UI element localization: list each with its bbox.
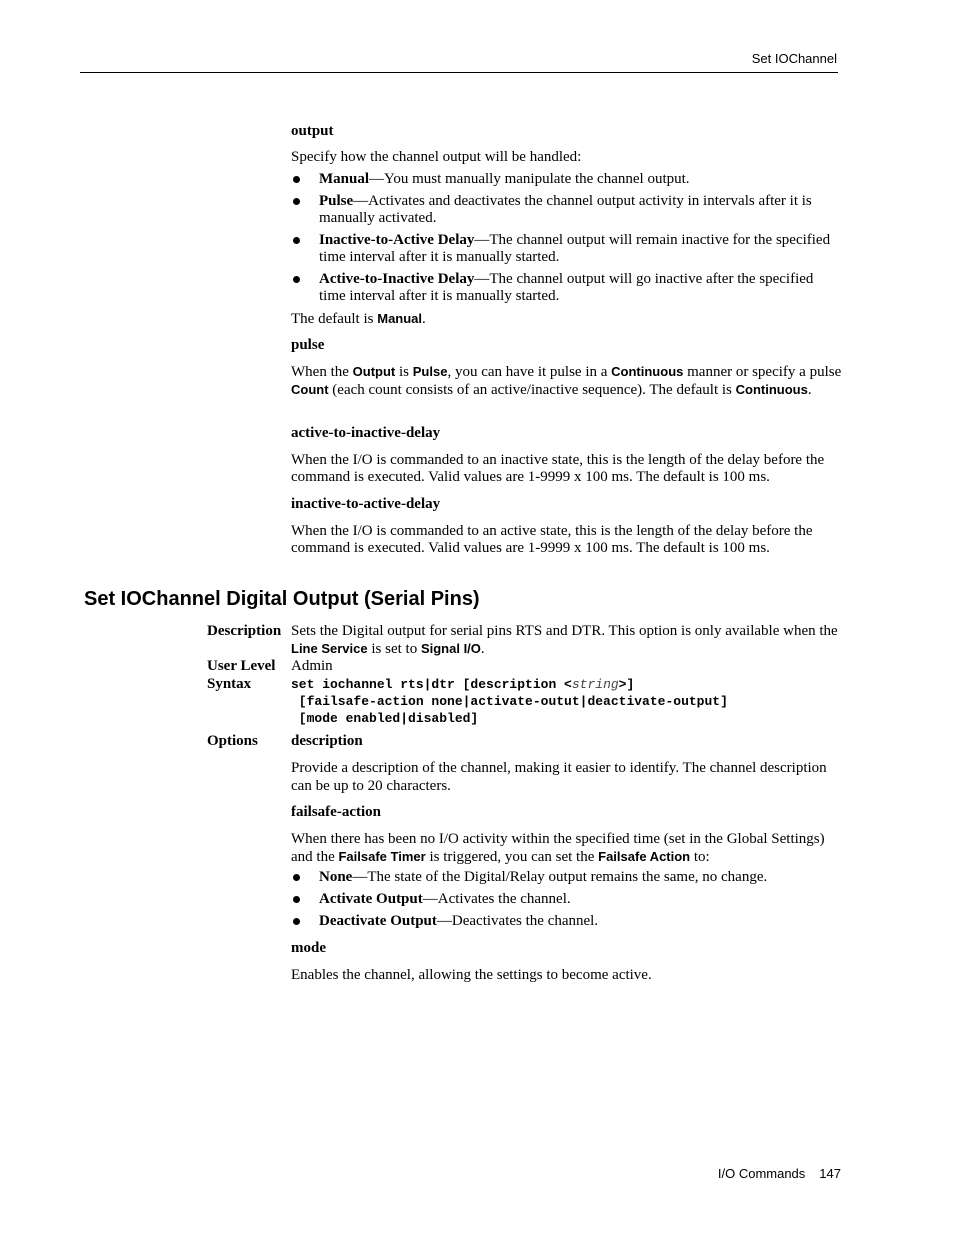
failsafe-bullet-list: [291, 869, 843, 930]
option-term-inactive-to-active: inactive-to-active-delay: [291, 496, 441, 512]
output-intro: Specify how the channel output will be handled:: [291, 149, 582, 165]
ui-term: Signal I/O: [420, 641, 481, 656]
bullet-icon: [293, 874, 300, 881]
output-default: [291, 310, 843, 328]
running-header-title: Set IOChannel: [751, 51, 837, 66]
default-value: Manual: [377, 311, 423, 326]
ui-term: Continuous: [735, 382, 808, 397]
output-bullet-list: [291, 171, 843, 305]
ui-term: Count: [291, 382, 329, 397]
syntax-line-1-end: >]: [618, 677, 635, 692]
syntax-label: Syntax: [207, 676, 252, 692]
mode-option-text: Enables the channel, allowing the settings to become active.: [291, 967, 652, 983]
default-suffix: .: [422, 311, 426, 327]
user-level-label: User Level: [207, 658, 276, 674]
item-term: None: [319, 869, 353, 885]
item-text: —The channel output will go inactive after the specified time interval after it is manually started.: [319, 271, 814, 304]
option-term-output: output: [291, 123, 334, 139]
pulse-description: When the Output is Pulse, you can have it pulse in a Continuous manner or specify a pulse Count (each count consists of an active/inactive sequence). The default is Continuous.: [291, 364, 842, 398]
page-footer: [718, 1165, 841, 1182]
list-item: [291, 271, 843, 305]
item-text: —The state of the Digital/Relay output remains the same, no change.: [352, 869, 768, 885]
i2a-description: When the I/O is commanded to an active state, this is the length of the delay before the command is executed. Valid values are 1-9999 x 100 ms. The default is 100 ms.: [291, 523, 813, 556]
bullet-icon: [293, 237, 300, 244]
option-term-active-to-inactive: active-to-inactive-delay: [291, 425, 441, 441]
item-term: Activate Output: [319, 891, 423, 907]
footer-section: I/O Commands: [717, 1166, 806, 1181]
options-label: Options: [207, 733, 258, 749]
bullet-icon: [293, 176, 300, 183]
a2i-description: When the I/O is commanded to an inactive state, this is the length of the delay before the command is executed. Valid values are 1-9999 x 100 ms. The default is 100 ms.: [291, 452, 825, 485]
item-term: Pulse: [319, 193, 354, 209]
default-prefix: The default is: [291, 311, 378, 327]
item-term: Active-to-Inactive Delay: [319, 271, 475, 287]
ui-term: Output: [352, 364, 396, 379]
ui-term: Pulse: [412, 364, 448, 379]
list-item: [291, 193, 843, 227]
list-item: [291, 913, 843, 930]
syntax-block: [291, 676, 728, 727]
list-item: [291, 891, 843, 908]
list-item: [291, 869, 843, 886]
failsafe-description: When there has been no I/O activity within the specified time (set in the Global Settings) and the Failsafe Timer is triggered, you can set the Failsafe Action to:: [291, 831, 825, 865]
item-text: —You must manually manipulate the channel output.: [369, 171, 690, 187]
option-term-pulse: pulse: [291, 337, 325, 353]
description-option-text: Provide a description of the channel, making it easier to identify. The channel description can be up to 20 characters.: [291, 760, 827, 794]
item-text: —Activates and deactivates the channel output activity in intervals after it is manually activated.: [319, 193, 812, 226]
ui-term: Failsafe Timer: [338, 849, 426, 864]
item-term: Deactivate Output: [319, 913, 437, 929]
item-term: Manual: [319, 171, 370, 187]
syntax-line-2: [failsafe-action none|activate-outut|deactivate-output]: [291, 694, 728, 709]
ui-term: Failsafe Action: [598, 849, 691, 864]
section-description: Sets the Digital output for serial pins RTS and DTR. This option is only available when the Line Service is set to Signal I/O.: [291, 623, 838, 657]
page-number: 147: [819, 1166, 841, 1181]
ui-term: Continuous: [611, 364, 684, 379]
item-term: Inactive-to-Active Delay: [319, 232, 475, 248]
list-item: [291, 171, 843, 188]
item-text: —Activates the channel.: [422, 891, 571, 907]
header-rule: [80, 72, 838, 73]
bullet-icon: [293, 276, 300, 283]
ui-term: Line Service: [291, 641, 368, 656]
bullet-icon: [293, 896, 300, 903]
section-heading: Set IOChannel Digital Output (Serial Pins): [84, 588, 480, 610]
list-item: [291, 232, 843, 266]
description-label: Description: [207, 623, 282, 639]
syntax-line-3: [mode enabled|disabled]: [291, 711, 479, 726]
syntax-param: string: [571, 677, 619, 692]
option-term-mode: mode: [291, 940, 326, 956]
option-term-description: description: [291, 733, 363, 749]
bullet-icon: [293, 918, 300, 925]
item-text: —Deactivates the channel.: [436, 913, 599, 929]
syntax-line-1: set iochannel rts|dtr [description <: [291, 677, 572, 692]
item-text: —The channel output will remain inactive for the specified time interval after it is manually started.: [319, 232, 831, 265]
user-level-value: Admin: [291, 658, 333, 674]
bullet-icon: [293, 198, 300, 205]
option-term-failsafe-action: failsafe-action: [291, 804, 381, 820]
